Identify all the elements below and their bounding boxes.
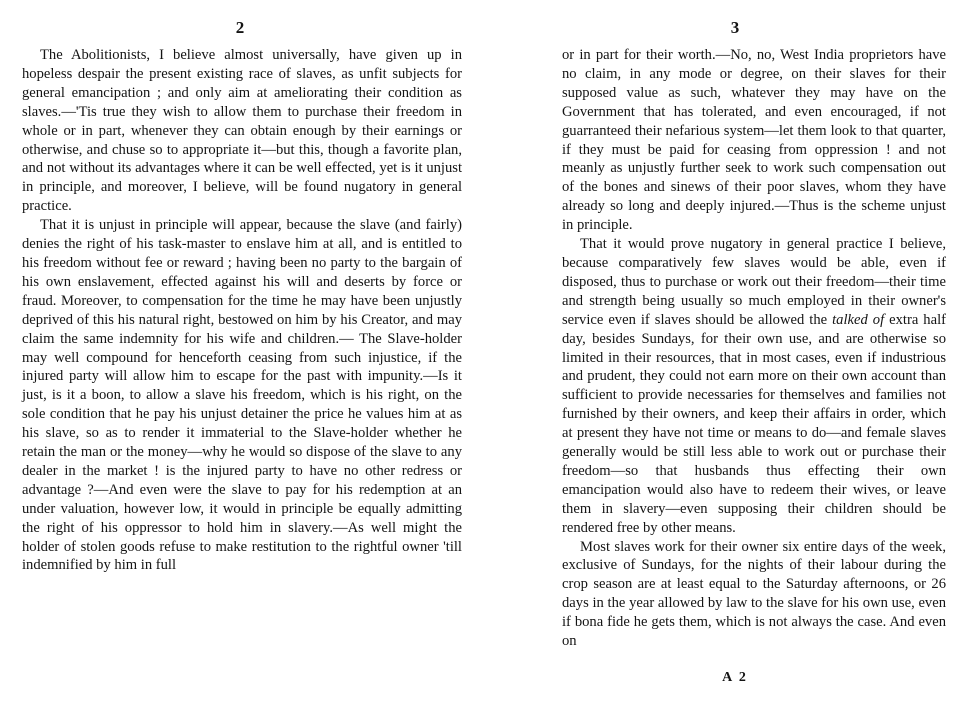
paragraph: or in part for their worth.—No, no, West India proprietors have no claim, in any mode or degree, on their slaves for their supposed value as such, whatever they may have on the Government that has tolerated, and even encouraged, if not guarranteed their nefarious system—let them look to that quarter, if they must be paid for ceasing from oppression ! and not meanly as unjustly further seek to work such compensation out of the bones and sinews of their poor slaves, whom they have already so long and deeply injured.—Thus is the scheme unjust in principle. bbox=[562, 47, 946, 234]
signature-mark: A 2 bbox=[722, 670, 748, 685]
right-page bbox=[490, 0, 980, 707]
paragraph bbox=[562, 235, 946, 538]
paragraph-text: extra half day, besides Sundays, for their own use, and are otherwise so limited in their resources, that in most cases, even if industrious and prudent, they could not earn more on their own account than sufficient to provide necessaries for themselves and families not furnished by their owners, and keep their affairs in order, which at present they have not time or means to do—and female slaves generally would be still less able to work out or purchase their freedom—so that husbands thus effecting their own emancipation would also have to redeem their wives, or leave them in slavery—even supposing their children should be rendered free by other means. bbox=[562, 311, 946, 536]
page-number-right: 3 bbox=[730, 18, 740, 37]
paragraph: The Abolitionists, I believe almost universally, have given up in hopeless despair the present existing race of slaves, as unfit subjects for general emancipation ; and only aim at ameliorating their condition as slaves.—'Tis true they wish to allow them to purchase their freedom in whole or in part, whenever they can obtain enough by their earnings or otherwise, and chuse so to appropriate it—but this, though a favorite plan, and not without its advantages where it can be well effected, yet is it unjust in principle, and moreover, I believe, will be found nugatory in general practice. bbox=[22, 47, 462, 215]
italic-phrase: talked of bbox=[832, 311, 885, 328]
paragraph-text: That it would prove nugatory in general practice I believe, because comparatively few slaves would be able, even if disposed, thus to purchase or work out their freedom—their time and strength being usually so much employed in their owner's service even if slaves should be allowed the bbox=[562, 236, 946, 328]
right-page-text bbox=[562, 46, 946, 651]
left-page bbox=[0, 0, 480, 707]
page-number-left: 2 bbox=[235, 18, 245, 37]
paragraph: Most slaves work for their owner six entire days of the week, exclusive of Sundays, for the nights of their labour during the crop season are at least equal to the Saturday afternoons, or 26 days in the year allowed by law to the slave for his own use, even if bona fide he gets them, which is not always the case. And even on bbox=[562, 538, 946, 650]
paragraph: That it is unjust in principle will appear, because the slave (and fairly) denies the right of his task-master to enslave him at all, and is entitled to his freedom without fee or reward ; having been no party to the bargain of his own enslavement, effected against his will and deserts by force or fraud. Moreover, to compensation for the time he may have been unjustly deprived of this his natural right, bestowed on him by his Creator, and may claim the same indemnity for his wife and children.— The Slave-holder may well compound for henceforth ceasing from such injustice, if the injured party will allow him to escape for the past with impunity.—Is it just, is it a boon, to allow a slave his freedom, which is his right, on the sole condition that he pay his unjust detainer the price he values him at as his slave, so as to render it immaterial to the Slave-holder whether he retain the man or the money—why he would so dispose of the slave to any dealer in the market ! is the injured party to have no other redress or advantage ?—And even were the slave to pay for his redemption at an under valuation, however low, it would in principle be equally admitting the right of his oppressor to hold him in slavery.—As well might the holder of stolen goods refuse to make restitution to the rightful owner 'till indemnified by him in full bbox=[22, 217, 462, 574]
left-page-text bbox=[22, 46, 462, 575]
